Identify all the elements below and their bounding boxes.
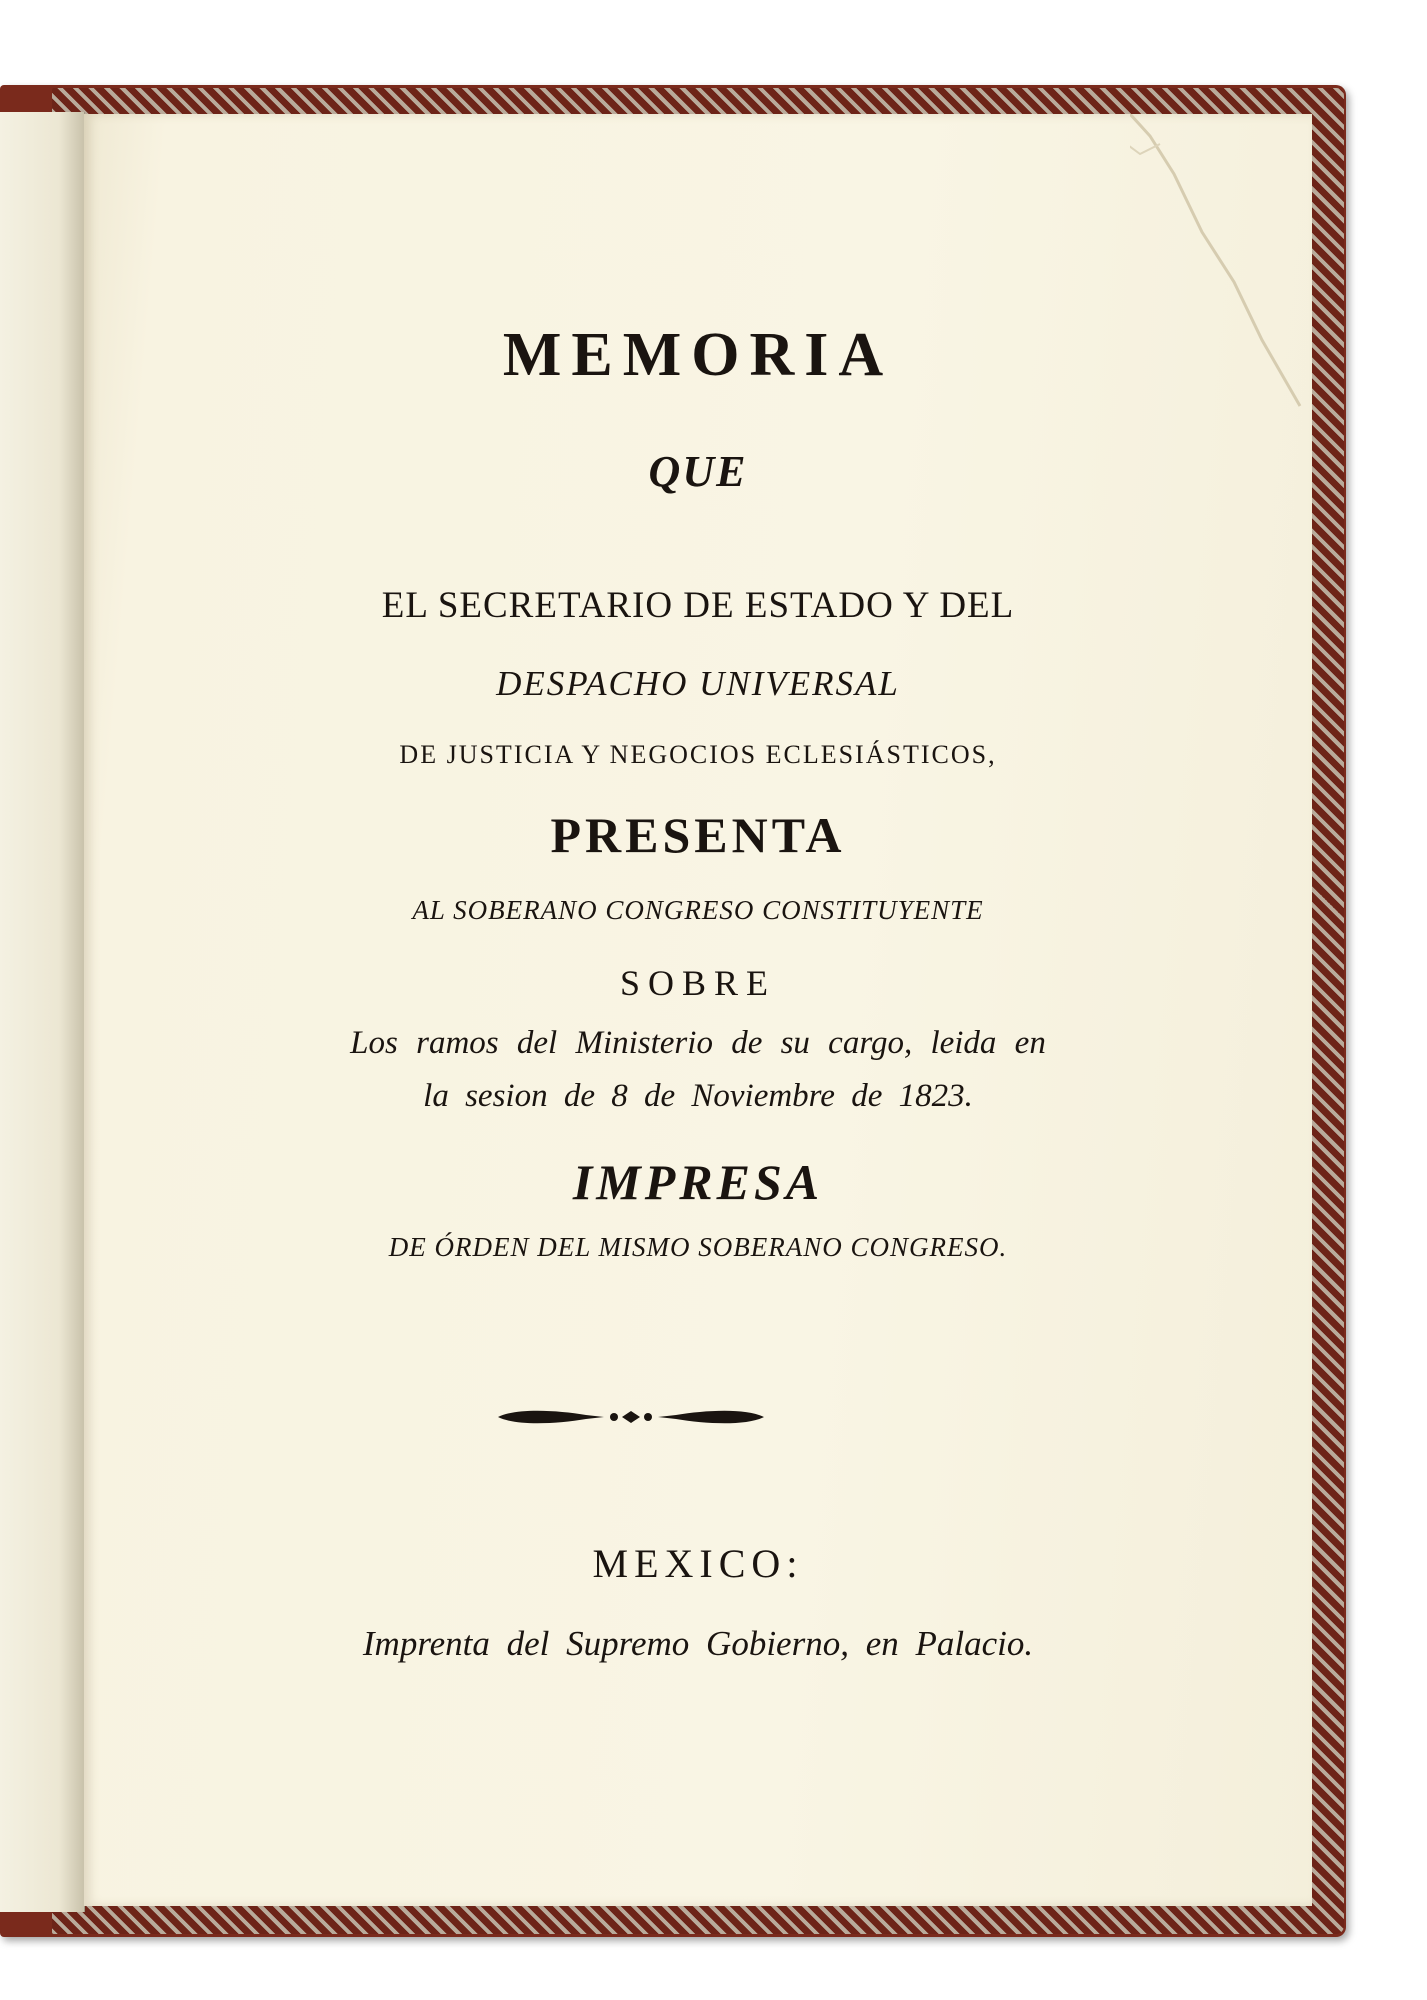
title-que: QUE bbox=[648, 447, 748, 496]
title-soberano-congreso: AL SOBERANO CONGRESO CONSTITUYENTE bbox=[412, 895, 984, 925]
title-sesion: la sesion de 8 de Noviembre de 1823. bbox=[423, 1078, 973, 1114]
title-sobre: SOBRE bbox=[619, 963, 777, 1003]
imprint-printer: Imprenta del Supremo Gobierno, en Palacio. bbox=[362, 1624, 1034, 1663]
ornament-divider bbox=[496, 1402, 766, 1432]
title-presenta: PRESENTA bbox=[550, 807, 846, 863]
title-despacho: DESPACHO UNIVERSAL bbox=[496, 664, 900, 703]
title-memoria: MEMORIA bbox=[502, 321, 894, 389]
title-orden: DE ÓRDEN DEL MISMO SOBERANO CONGRESO. bbox=[388, 1232, 1008, 1262]
title-secretario: EL SECRETARIO DE ESTADO Y DEL bbox=[381, 585, 1015, 626]
title-ramos: Los ramos del Ministerio de su cargo, leida en bbox=[350, 1025, 1046, 1061]
left-page-edge bbox=[0, 112, 85, 1912]
title-justicia: DE JUSTICIA Y NEGOCIOS ECLESIÁSTICOS, bbox=[399, 740, 997, 769]
title-impresa: IMPRESA bbox=[572, 1154, 824, 1210]
imprint-place: MEXICO: bbox=[592, 1541, 804, 1586]
